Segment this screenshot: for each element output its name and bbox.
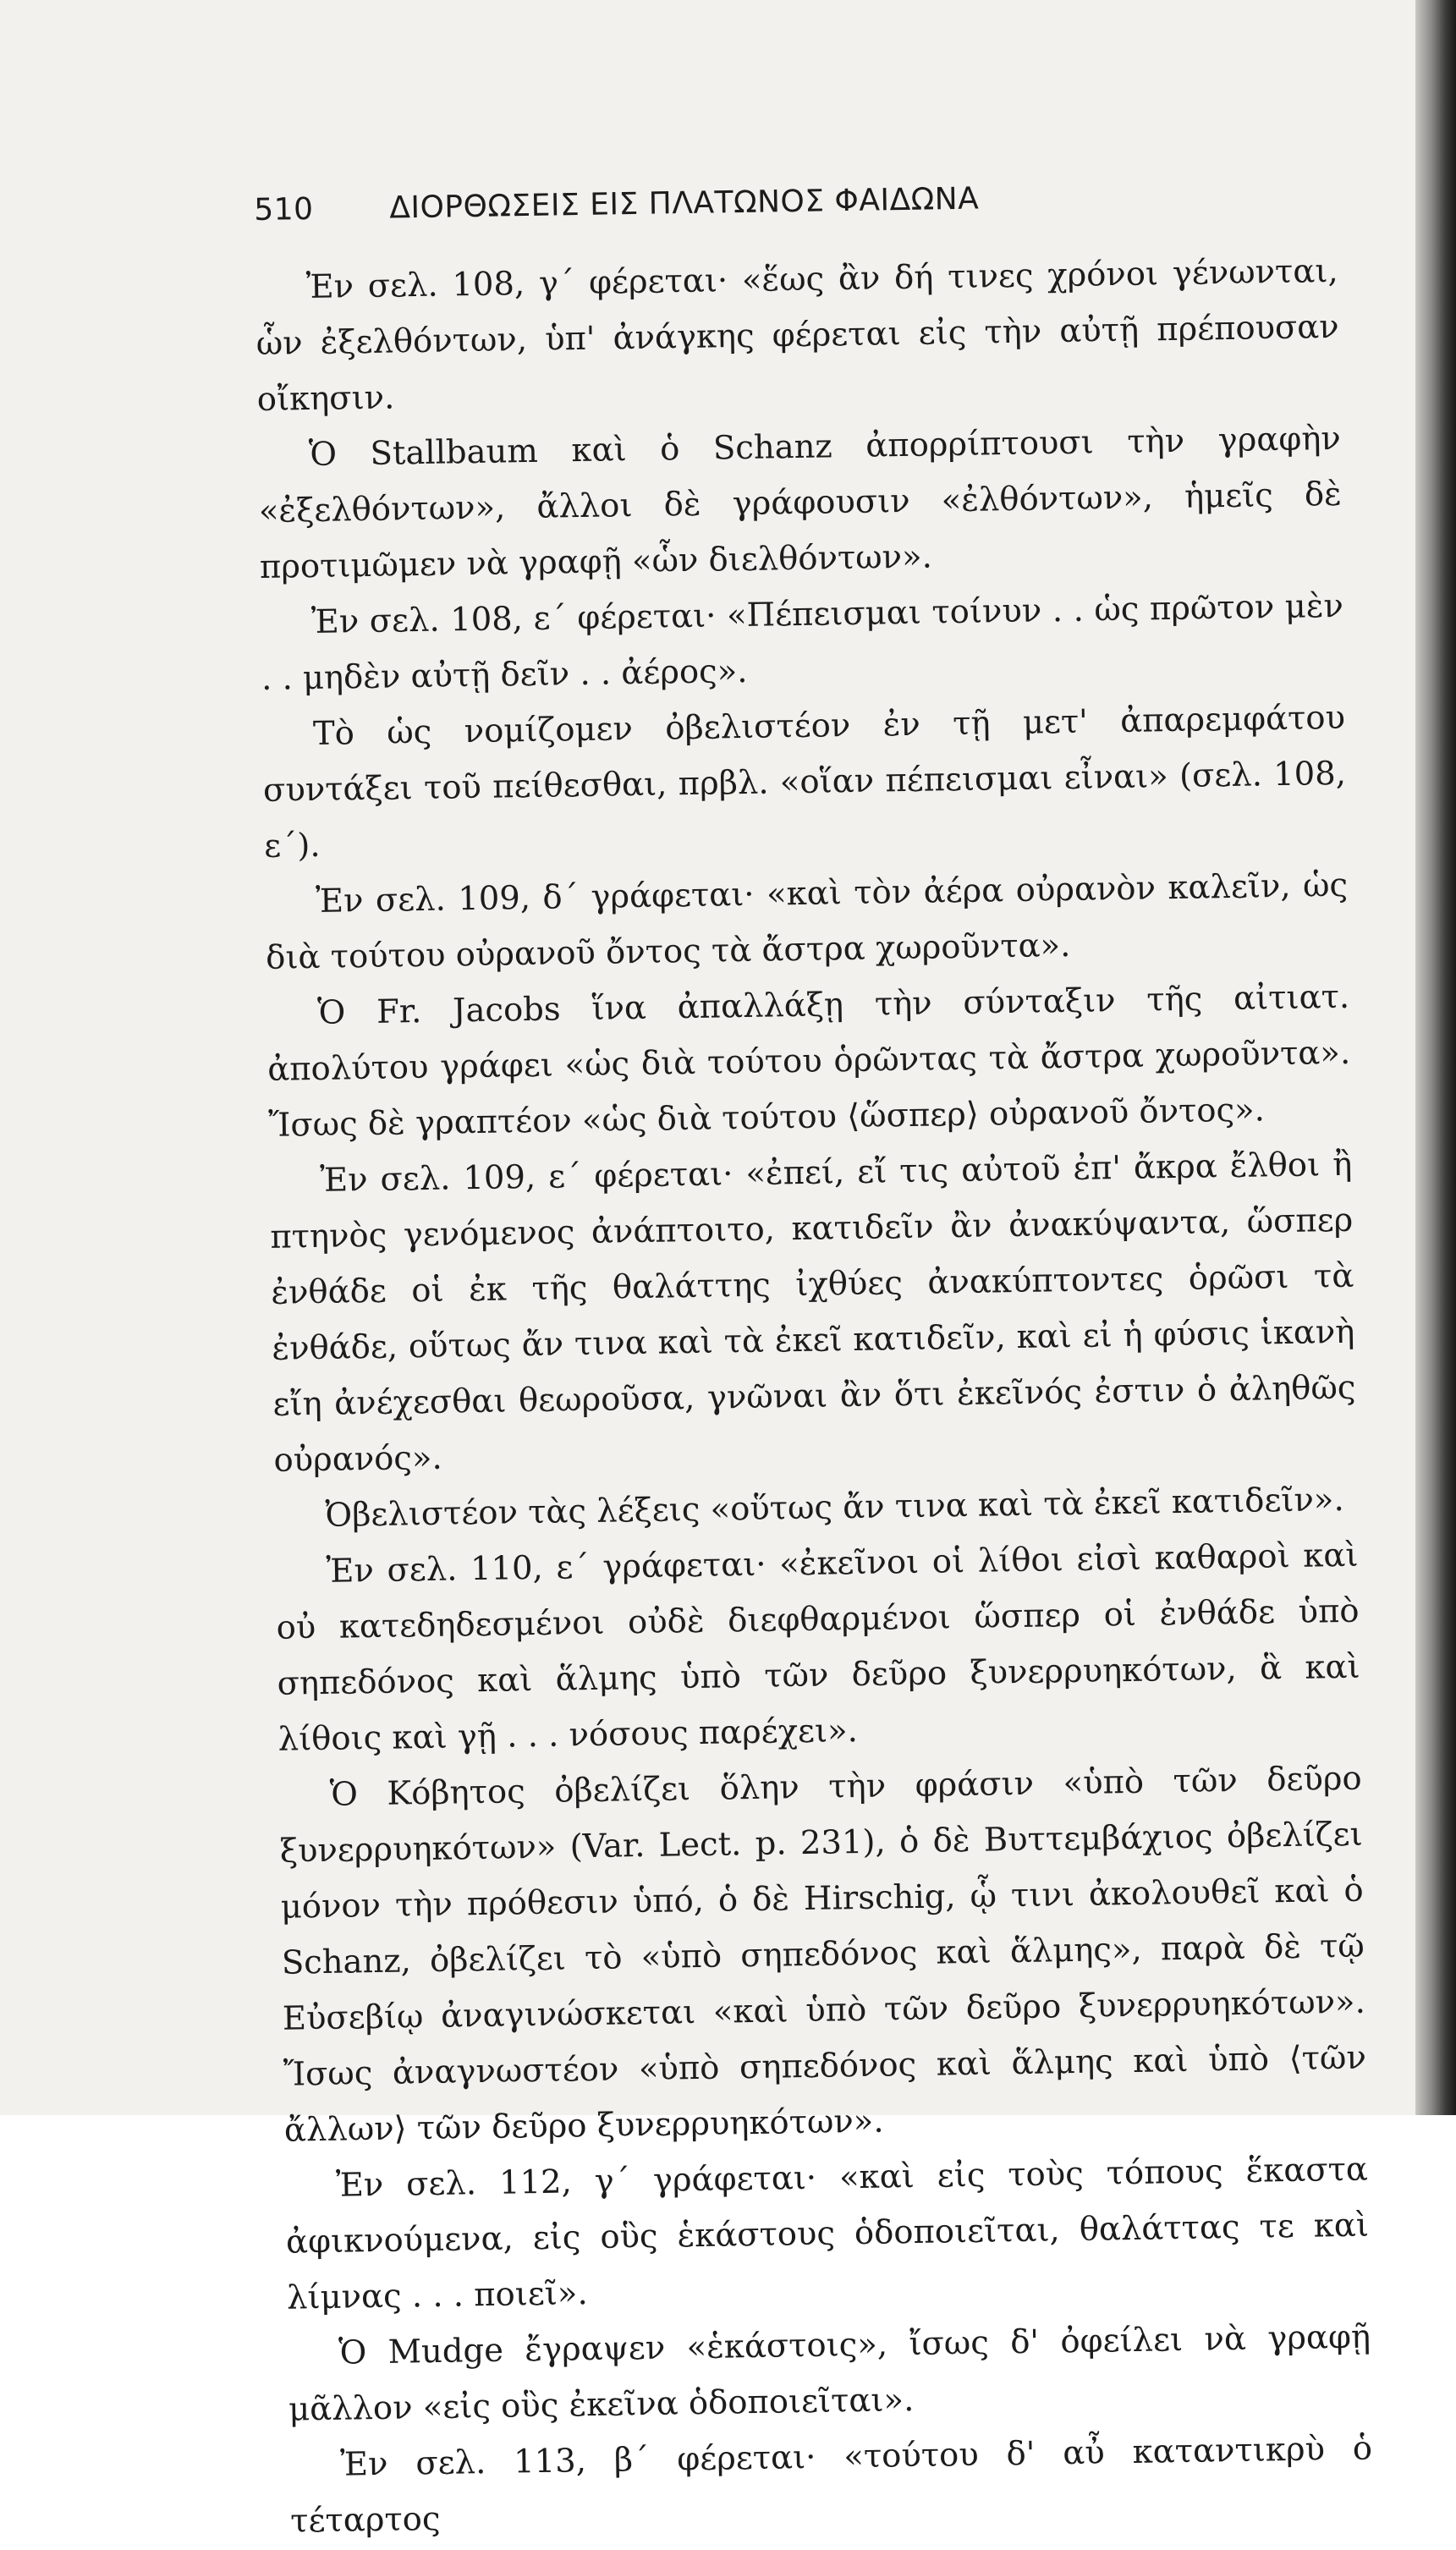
paragraph: Ὀβελιστέον τὰς λέξεις «οὕτως ἄν τινα καὶ τὰ ἐκεῖ κατιδεῖν». [325,1480,1344,1535]
paragraph: Ἐν σελ. 109, δ΄ γράφεται· «καὶ τὸν ἀέρα οὐρανὸν καλεῖν, ὡς διὰ τούτου οὐρανοῦ ὄντος τὰ ἄστρα χωροῦντα». [265,866,1349,977]
paragraph: Ὁ Mudge ἔγραψεν «ἑκάστοις», ἴσως δ' ὀφείλει νὰ γραφῇ μᾶλλον «εἰς οὓς ἐκεῖνα ὁδοποιεῖται». [288,2317,1371,2429]
page-body [255,244,1373,2550]
paragraph: Ἐν σελ. 108, γ΄ φέρεται· «ἕως ἂν δή τινες χρόνοι γένωνται, ὧν ἐξελθόντων, ὑπ' ἀνάγκης φέρεται εἰς τὴν αὐτῇ πρέπουσαν οἴκησιν. [255,251,1339,419]
paragraph: Τὸ ὡς νομίζομεν ὀβελιστέον ἐν τῇ μετ' ἀπαρεμφάτου συντάξει τοῦ πείθεσθαι, πρβλ. «οἵαν πέπεισμαι εἶναι» (σελ. 108, ε΄). [262,698,1347,866]
paragraph: Ὁ Fr. Jacobs ἵνα ἀπαλλάξῃ τὴν σύνταξιν τῆς αἰτιατ. ἀπολύτου γράφει «ὡς διὰ τούτου ὁρῶντας τὰ ἄστρα χωροῦντα». Ἴσως δὲ γραπτέον «ὡς διὰ τούτου ⟨ὥσπερ⟩ οὐρανοῦ ὄντος». [266,977,1351,1145]
paragraph: Ἐν σελ. 113, β΄ φέρεται· «τούτου δ' αὖ καταντικρὺ ὁ τέταρτος [289,2429,1373,2541]
page-number: 510 [254,191,314,228]
paragraph: Ἐν σελ. 108, ε΄ φέρεται· «Πέπεισμαι τοίνυν . . ὡς πρῶτον μὲν . . μηδὲν αὐτῇ δεῖν . . ἀέρος». [261,586,1344,698]
page-header [254,176,1338,252]
running-title: ΔΙΟΡΘΩΣΕΙΣ ΕΙΣ ΠΛΑΤΩΝΟΣ ΦΑΙΔΩΝΑ [388,181,980,226]
scan-edge [1415,0,1456,2115]
book-page [254,176,1374,2550]
paragraph: Ἐν σελ. 109, ε΄ φέρεται· «ἐπεί, εἴ τις αὐτοῦ ἐπ' ἄκρα ἔλθοι ἢ πτηνὸς γενόμενος ἀνάπτοιτο, κατιδεῖν ἂν ἀνακύψαντα, ὥσπερ ἐνθάδε οἱ ἐκ τῆς θαλάττης ἰχθύες ἀνακύπτοντες ὁρῶσι τὰ ἐνθάδε, οὕτως ἄν τινα καὶ τὰ ἐκεῖ κατιδεῖν, καὶ εἰ ἡ φύσις ἱκανὴ εἴη ἀνέχεσθαι θεωροῦσα, γνῶναι ἂν ὅτι ἐκεῖνός ἐστιν ὁ ἀληθῶς οὐρανός». [270,1145,1356,1480]
paragraph: Ὁ Stallbaum καὶ ὁ Schanz ἀπορρίπτουσι τὴν γραφὴν «ἐξελθόντων», ἄλλοι δὲ γράφουσιν «ἐλθόντων», ἡμεῖς δὲ προτιμῶμεν νὰ γραφῇ «ὧν διελθόντων». [258,419,1343,586]
paragraph: Ἐν σελ. 112, γ΄ γράφεται· «καὶ εἰς τοὺς τόπους ἕκαστα ἀφικνούμενα, εἰς οὓς ἑκάστους ὁδοποιεῖται, θαλάττας τε καὶ λίμνας . . . ποιεῖ». [285,2150,1370,2317]
paragraph: Ὁ Κόβητος ὀβελίζει ὅλην τὴν φράσιν «ὑπὸ τῶν δεῦρο ξυνερρυηκότων» (Var. Lect. p. 231), ὁ δὲ Βυττεμβάχιος ὀβελίζει μόνον τὴν πρόθεσιν ὑπό, ὁ δὲ Hirschig, ᾧ τινι ἀκολουθεῖ καὶ ὁ Schanz, ὀβελίζει τὸ «ὑπὸ σηπεδόνος καὶ ἅλμης», παρὰ δὲ τῷ Εὐσεβίῳ ἀναγινώσκεται «καὶ ὑπὸ τῶν δεῦρο ξυνερρυηκότων». Ἴσως ἀναγνωστέον «ὑπὸ σηπεδόνος καὶ ἅλμης καὶ ὑπὸ ⟨τῶν ἄλλων⟩ τῶν δεῦρο ξυνερρυηκότων». [279,1759,1367,2150]
paragraph: Ἐν σελ. 110, ε΄ γράφεται· «ἐκεῖνοι οἱ λίθοι εἰσὶ καθαροὶ καὶ οὐ κατεδηδεσμένοι οὐδὲ διεφθαρμένοι ὥσπερ οἱ ἐνθάδε ὑπὸ σηπεδόνος καὶ ἅλμης ὑπὸ τῶν δεῦρο ξυνερρυηκότων, ἃ καὶ λίθοις καὶ γῇ . . . νόσους παρέχει». [276,1536,1360,1759]
